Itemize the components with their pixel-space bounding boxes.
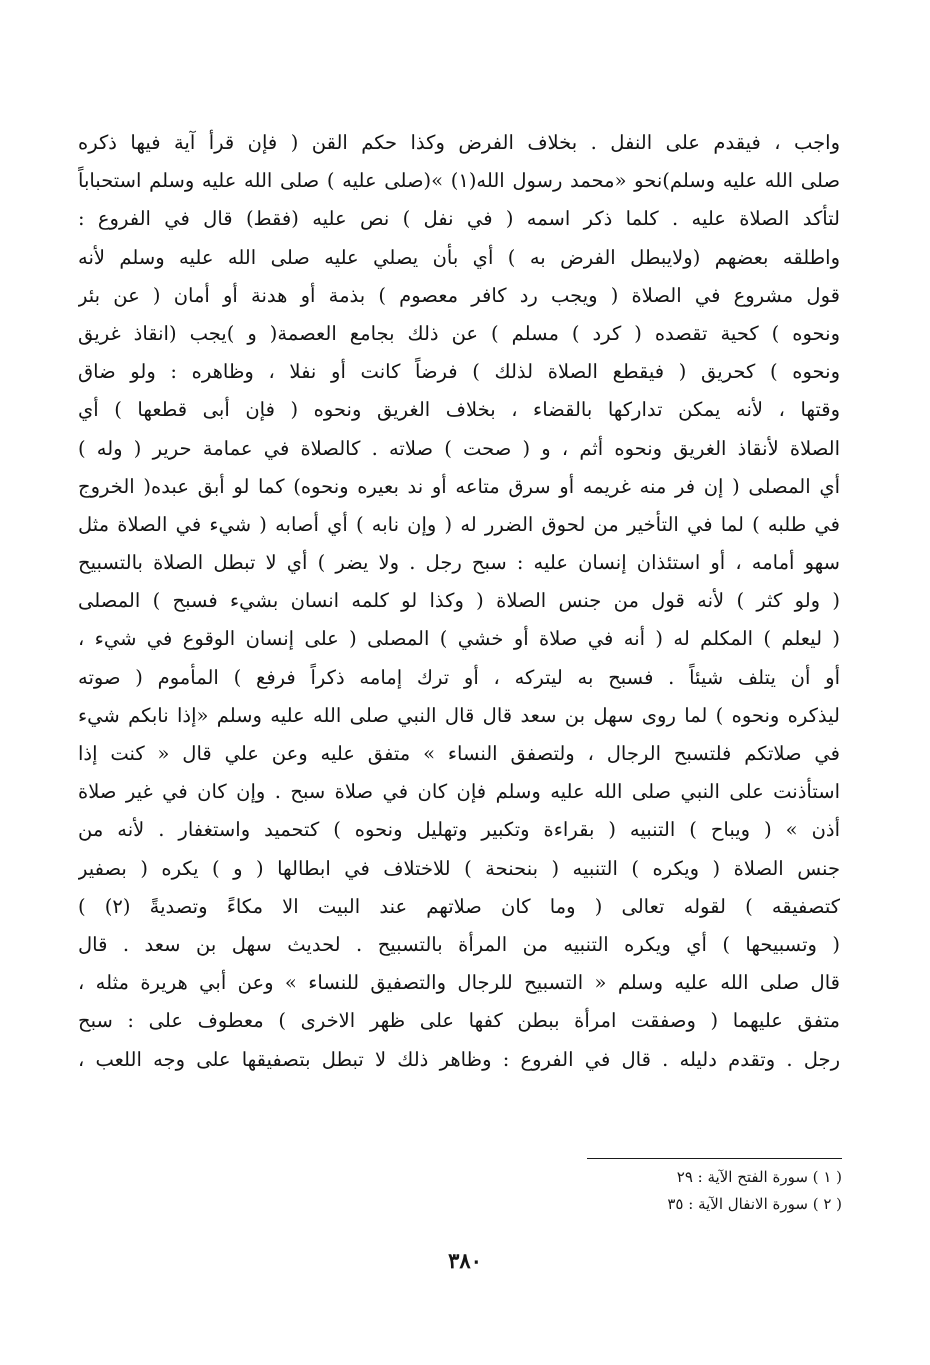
main-text-block xyxy=(78,124,840,1079)
text-line: أذن » ( ويباح ) التنبيه ( بقراءة وتكبير وتهليل ونحوه ) كتحميد واستغفار . لأنه من xyxy=(78,818,840,842)
text-line: قول مشروع في الصلاة ( ويجب رد كافر معصوم ) بذمة أو هدنة أو أمان ( عن بئر xyxy=(78,283,840,307)
footnote-divider xyxy=(587,1158,842,1159)
text-line: ( ولو كثر ) لأنه قول من جنس الصلاة ( وكذا لو كلمه انسان بشيء فسبح ) المصلى xyxy=(78,589,840,613)
text-line: الصلاة لأنقاذ الغريق ونحوه أثم ، و ( صحت ) صلاته . كالصلاة في عمامة حرير ( وله ) xyxy=(78,436,840,460)
footnotes-block xyxy=(430,1164,842,1218)
text-line: في صلاتكم فلتسبح الرجال ، ولتصفق النساء » متفق عليه وعن علي قال « كنت إذا xyxy=(78,742,840,765)
footnote-1: ( ١ ) سورة الفتح الآية : ٢٩ xyxy=(676,1168,842,1186)
text-line: جنس الصلاة ( ويكره ) التنبيه ( بنحنحة ) للاختلاف في ابطالها ( و ) يكره ( بصفير xyxy=(78,856,840,880)
text-line: أي المصلى ( إن فر منه غريمه أو سرق متاعه أو ند بعيره ونحوه) كما لو أبق عبده( الخروج xyxy=(78,474,840,498)
text-line: أو أن يتلف شيئاً . فسبح به ليتركه ، أو ترك إمامه ذكراً فرفع ) المأموم ( صوته xyxy=(78,665,840,689)
page-number: ٣٨٠ xyxy=(448,1248,482,1273)
text-line: لتأكد الصلاة عليه . كلما ذكر اسمه ( في نفل ) نص عليه (فقط) قال في الفروع : xyxy=(78,207,840,231)
text-line: استأذنت على النبي صلى الله عليه وسلم فإن كان في صلاة سبح . وإن كان في غير صلاة xyxy=(78,780,840,804)
text-line: في طلبه ) لما في التأخير من لحوق الضرر له ( وإن نابه ) أي أصابه ( شيء في الصلاة مثل xyxy=(78,512,840,536)
text-line: ( ليعلم ) المكلم له ( أنه في صلاة أو خشي ) المصلى ( على إنسان الوقوع في شيء ، xyxy=(78,627,840,651)
footnote-2: ( ٢ ) سورة الانفال الآية : ٣٥ xyxy=(667,1195,842,1213)
text-line: واطلقه بعضهم (ولايبطل الفرض به ) أي بأن يصلي عليه صلى الله عليه وسلم لأنه xyxy=(78,245,840,269)
text-line: سهو أمامه ، أو استئذان إنسان عليه : سبح رجل . ولا يضر ) أي لا تبطل الصلاة بالتسبيح xyxy=(78,551,840,575)
text-line: ونحوه ) كحية تقصده ( كرد ) مسلم ) عن ذلك بجامع العصمة( و )يجب (انقاذ غريق xyxy=(78,321,840,345)
text-line: ليذكره ونحوه ) لما روى سهل بن سعد قال قال النبي صلى الله عليه وسلم «إذا نابكم شيء xyxy=(78,703,840,727)
text-line: كتصفيقه ) لقوله تعالى ( وما كان صلاتهم عند البيت الا مكاءً وتصديةً (٢) ) xyxy=(78,894,840,918)
text-line: وقتها ، لأنه يمكن تداركها بالقضاء ، بخلاف الغريق ونحوه ( فإن أبى قطعها ) أي xyxy=(78,398,840,422)
text-line: ( وتسبيحها ) أي ويكره التنبيه من المرأة بالتسبيح . لحديث سهل بن سعد . قال xyxy=(78,932,840,956)
text-line: رجل . وتقدم دليله . قال في الفروع : وظاهر ذلك لا تبطل بتصفيقها على وجه اللعب ، xyxy=(78,1047,840,1071)
text-line: صلى الله عليه وسلم)نحو «محمد رسول الله(١) »(صلى عليه ) صلى الله عليه وسلم استحباباً xyxy=(78,169,840,193)
text-line: واجب ، فيقدم على النفل . بخلاف الفرض وكذا حكم القن ( فإن قرأ آية فيها ذكره xyxy=(78,131,840,154)
text-line: ونحوه ) كحريق ( فيقطع الصلاة لذلك ) فرضاً كانت أو نفلا ، وظاهره : ولو ضاق xyxy=(78,360,840,384)
text-line: متفق عليهما ( وصفقت امرأة ببطن كفها على ظهر الاخرى ) معطوف على : سبح xyxy=(78,1009,840,1033)
text-line: قال صلى الله عليه وسلم « التسبيح للرجال والتصفيق للنساء » وعن أبي هريرة مثله ، xyxy=(78,971,840,995)
